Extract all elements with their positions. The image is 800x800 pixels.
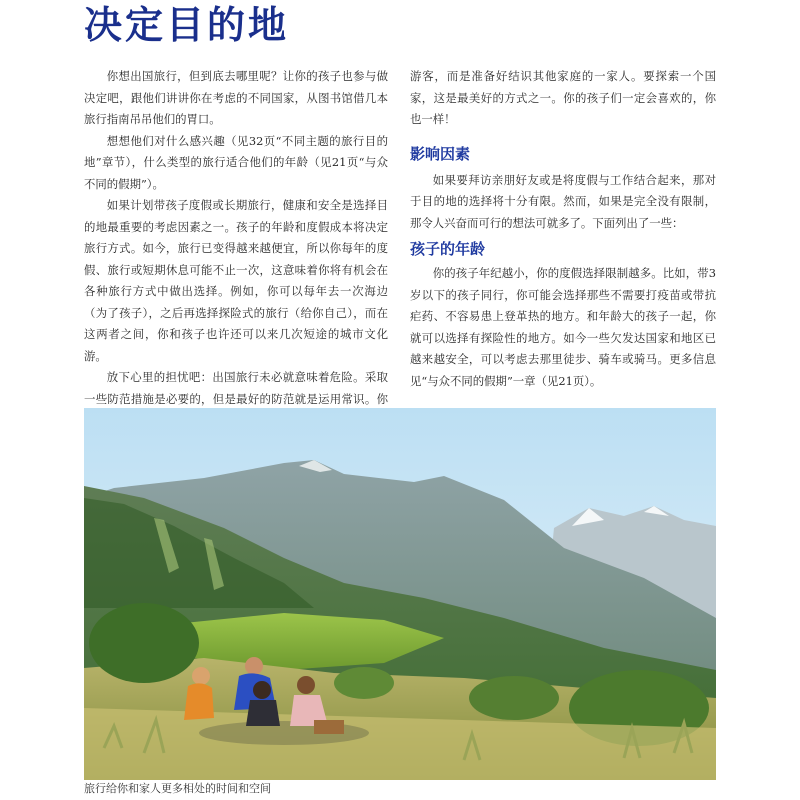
- body-paragraph: 你的孩子年纪越小，你的度假选择限制越多。比如，带3岁以下的孩子同行，你可能会选择那些不需要打疫苗或带抗疟药、不容易患上登革热的地方。和年龄大的孩子一起，你就可以选择有探险性的地方。如今一些欠发达国家和地区已越来越安全，可以考虑去那里徒步、骑车或骑马。更多信息见“与众不同的假期”一章（见21页）。: [410, 266, 716, 388]
- body-paragraph: 如果要拜访亲朋好友或是将度假与工作结合起来，那对于目的地的选择将十分有限。然而，如果是完全没有限制，那令人兴奋而可行的想法可就多了。下面列出了一些：: [410, 172, 716, 230]
- section-heading-child-age: 孩子的年龄: [410, 240, 486, 258]
- body-paragraph: 放下心里的担忧吧：出国旅行未必就意味着危险。采取一些防范措施是必要的，但是最好的防范就是运用常识。你: [84, 370, 388, 406]
- mountain-landscape-illustration: [84, 408, 716, 780]
- body-paragraph: 你想出国旅行，但到底去哪里呢？让你的孩子也参与做决定吧，跟他们讲讲你在考虑的不同国家，从图书馆借几本旅行指南吊吊他们的胃口。: [84, 69, 388, 126]
- body-paragraph: 想想他们对什么感兴趣（见32页“不同主题的旅行目的地”章节），什么类型的旅行适合他们的年龄（见21页“与众不同的假期”）。: [84, 133, 388, 191]
- section-heading-factors: 影响因素: [410, 144, 471, 163]
- family-mountain-photo: [84, 408, 716, 780]
- page-title: 决定目的地: [84, 3, 290, 47]
- body-paragraph: 如果计划带孩子度假或长期旅行，健康和安全是选择目的地最重要的考虑因素之一。孩子的年龄和度假成本将决定旅行方式。如今，旅行已变得越来越便宜，所以你每年的度假、旅行或短期休息可能不止一次，这意味着你将有机会在各种旅行方式中做出选择。例如，你可以每年去一次海边（为了孩子），之后再选择探险式的旅行（给你自己），而在这两者之间，你和孩子也许还可以来几次短途的城市文化游。: [84, 198, 388, 363]
- photo-caption: 旅行给你和家人更多相处的时间和空间: [84, 782, 271, 795]
- body-paragraph-continuation: 游客，而是准备好结识其他家庭的一家人。要探索一个国家，这是最美好的方式之一。你的孩子们一定会喜欢的，你也一样！: [410, 69, 716, 126]
- right-text-column: [410, 66, 716, 392]
- left-text-column: [84, 66, 388, 453]
